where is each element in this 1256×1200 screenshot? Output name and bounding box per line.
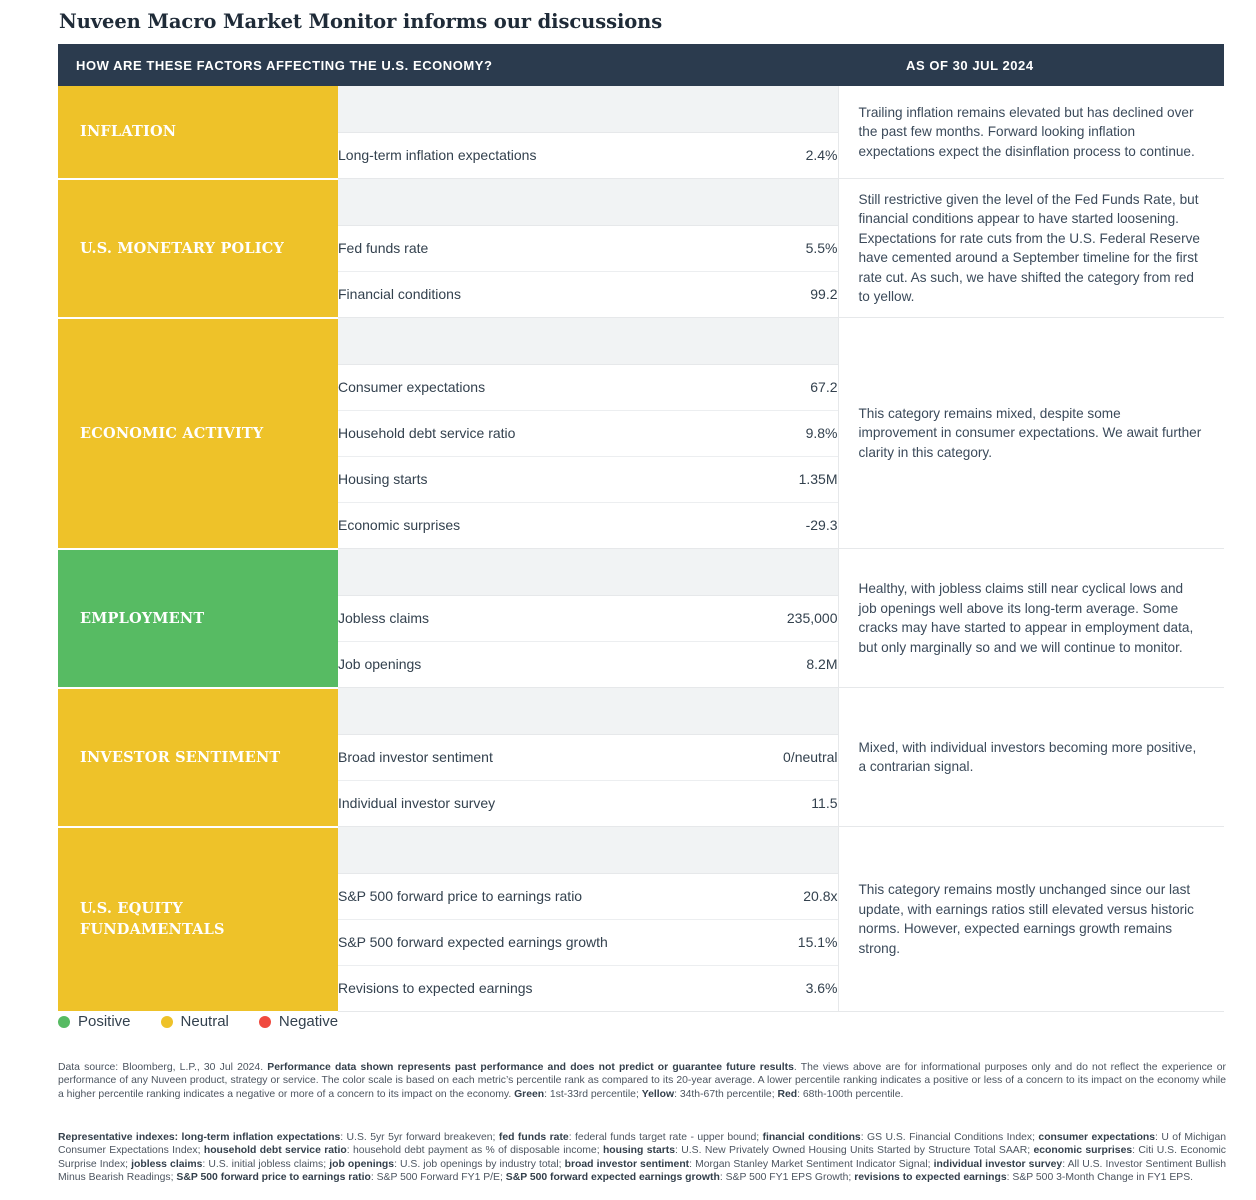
category-commentary: Still restrictive given the level of the Fed Funds Rate, but financial conditions appear to have started loosening. Expectations for rate cuts from the U.S. Federal Reserve have cemented around a September timeline for the first rate cut. As such, we have shifted the category from red to yellow. (838, 179, 1224, 318)
category-label-neutral: INVESTOR SENTIMENT (58, 688, 338, 827)
metric-value: 5.5% (735, 225, 838, 271)
legend-item-neutral (161, 1013, 229, 1030)
metric-value: 235,000 (659, 595, 837, 641)
footnote-indexes-segment: fed funds rate (498, 1132, 569, 1143)
metric-label: Revisions to expected earnings (338, 980, 533, 997)
footnote-indexes-segment: : U.S. initial jobless claims; (202, 1158, 330, 1170)
metric-row (338, 780, 838, 826)
category-commentary: This category remains mixed, despite some improvement in consumer expectations. We await further clarity in this category. (838, 318, 1224, 549)
metric-row (338, 132, 838, 178)
metrics-cell (338, 827, 838, 1012)
metric-row (338, 410, 838, 456)
footnote-indexes-segment: individual investor survey (933, 1158, 1063, 1170)
category-commentary: This category remains mostly unchanged since our last update, with earnings ratios still elevated versus historic norms. However, expected earnings growth remains strong. (838, 827, 1224, 1012)
metric-value: 0/neutral (709, 734, 838, 780)
metric-value: 15.1% (773, 919, 837, 965)
category-commentary: Healthy, with jobless claims still near cyclical lows and job openings well above its long-term average. Some cracks may have started to appear in employment data, but only marginally so and we will continue to monitor. (838, 549, 1224, 688)
legend-label: Neutral (180, 1013, 229, 1030)
category-commentary: Mixed, with individual investors becoming more positive, a contrarian signal. (838, 688, 1224, 827)
category-label-neutral: ECONOMIC ACTIVITY (58, 318, 338, 549)
category-label-positive: EMPLOYMENT (58, 549, 338, 688)
metric-row (338, 225, 838, 271)
footnote-indexes-segment: : Citi U.S. Economic Surprise Index; (58, 1145, 1226, 1170)
metrics-spacer-row (338, 86, 838, 132)
footnote-source-segment: : 1st-33rd percentile; (544, 1088, 642, 1100)
category-label-neutral: INFLATION (58, 86, 338, 179)
footnote-representative-indexes (58, 1131, 1226, 1185)
metric-value: 8.2M (806, 656, 838, 673)
macro-monitor-table (58, 44, 1224, 1013)
legend-item-negative (259, 1013, 338, 1030)
metric-row (338, 641, 838, 687)
footnote-indexes-segment: : U of Michigan Consumer Expectations Index; (58, 1132, 1226, 1157)
footnote-indexes-segment: financial conditions (762, 1132, 861, 1143)
metrics-cell (338, 549, 838, 688)
legend-dot-icon (58, 1016, 70, 1028)
macro-monitor-body (58, 86, 1224, 1012)
legend-label: Positive (78, 1013, 131, 1030)
footnote-source-segment: . The views above are for informational purposes only and do not reflect the experience or performance of any Nuveen product, strategy or service. The color scale is based on each metric’s percentile rank as compared to its 20-year average. A lower percentile ranking indicates a positive or less of a concern to its impact on the economy while a higher percentile ranking indicates a negative or more of a concern to its impact on the economy. (58, 1062, 1226, 1100)
footnote-indexes-segment: consumer expectations (1038, 1132, 1156, 1143)
metric-label: Broad investor sentiment (338, 734, 709, 780)
metric-label: Housing starts (338, 456, 748, 502)
footnote-indexes-segment: S&P 500 forward expected earnings growth (505, 1172, 720, 1184)
metrics-spacer-row (338, 549, 838, 595)
category-row (58, 549, 1224, 688)
metrics-spacer-row (338, 318, 838, 364)
metric-value: 67.2 (748, 364, 838, 410)
footnote-indexes-segment: household debt service ratio (203, 1145, 347, 1157)
metric-row (338, 965, 838, 1011)
metric-value: 11.5 (811, 795, 838, 812)
footnote-indexes-segment: job openings (329, 1158, 395, 1170)
metric-row (338, 919, 838, 965)
legend-dot-icon (259, 1016, 271, 1028)
footnote-indexes-segment: Representative indexes: long-term inflation expectations (58, 1132, 341, 1143)
metric-label: Long-term inflation expectations (338, 147, 537, 164)
header-question: HOW ARE THESE FACTORS AFFECTING THE U.S. ECONOMY? (76, 57, 493, 73)
metric-value: -29.3 (805, 517, 838, 534)
metric-label: S&P 500 forward expected earnings growth (338, 919, 773, 965)
status-color-legend (58, 1013, 338, 1030)
footnote-indexes-segment: housing starts (602, 1145, 676, 1157)
metric-row (338, 502, 838, 548)
category-row (58, 827, 1224, 1012)
footnote-indexes-segment: economic surprises (1033, 1145, 1133, 1157)
footnote-indexes-segment: : U.S. New Privately Owned Housing Units Started by Structure Total SAAR; (675, 1145, 1034, 1157)
footnote-indexes-segment: : All U.S. Investor Sentiment Bullish Minus Bearish Readings; (58, 1158, 1226, 1184)
footnote-indexes-segment: jobless claims (131, 1158, 203, 1170)
category-label-neutral: U.S. EQUITY FUNDAMENTALS (58, 827, 338, 1012)
metrics-spacer-row (338, 179, 838, 225)
footnote-source-segment: Green (514, 1088, 545, 1100)
footnote-indexes-segment: broad investor sentiment (564, 1158, 690, 1170)
metric-label: Job openings (338, 656, 422, 673)
metric-label: Individual investor survey (338, 795, 496, 812)
metrics-cell (338, 688, 838, 827)
footnote-indexes-segment: : household debt payment as % of disposable income; (346, 1145, 603, 1157)
category-row (58, 688, 1224, 827)
metric-row (338, 364, 838, 410)
category-row (58, 86, 1224, 179)
metric-label: Fed funds rate (338, 225, 735, 271)
metric-value: 20.8x (773, 873, 837, 919)
metric-label: Economic surprises (338, 517, 461, 534)
footnote-indexes-segment: : S&P 500 Forward FY1 P/E; (370, 1172, 506, 1184)
metric-row (338, 595, 838, 641)
metric-value: 9.8% (748, 410, 838, 456)
footnote-source-segment: : 34th-67th percentile; (674, 1088, 778, 1100)
metric-label: Household debt service ratio (338, 410, 748, 456)
metric-label: Consumer expectations (338, 364, 748, 410)
metric-label: S&P 500 forward price to earnings ratio (338, 873, 773, 919)
metric-value: 99.2 (810, 286, 838, 303)
metric-value: 2.4% (805, 147, 838, 164)
metric-label: Jobless claims (338, 595, 659, 641)
footnote-source-segment: Red (777, 1088, 798, 1100)
metrics-cell (338, 86, 838, 179)
metric-label: Financial conditions (338, 286, 461, 303)
footnote-indexes-segment: revisions to expected earnings (854, 1172, 1007, 1184)
category-row (58, 318, 1224, 549)
page-title: Nuveen Macro Market Monitor informs our discussions (59, 10, 663, 33)
footnote-indexes-segment: : S&P 500 FY1 EPS Growth; (719, 1172, 855, 1184)
footnote-data-source (58, 1061, 1226, 1101)
footnote-source-segment: Performance data shown represents past performance and does not predict or guarantee future results (267, 1062, 794, 1073)
legend-label: Negative (278, 1013, 339, 1030)
footnote-indexes-segment: : U.S. job openings by industry total; (394, 1158, 565, 1170)
legend-item-positive (58, 1013, 131, 1030)
metric-row (338, 456, 838, 502)
metric-value: 3.6% (805, 980, 838, 997)
footnote-indexes-segment: : U.S. 5yr 5yr forward breakeven; (340, 1132, 499, 1143)
header-as-of-date: AS OF 30 JUL 2024 (906, 57, 1034, 73)
footnote-indexes-segment: : Morgan Stanley Market Sentiment Indicator Signal; (689, 1158, 934, 1170)
category-commentary: Trailing inflation remains elevated but has declined over the past few months. Forward looking inflation expectations expect the disinflation process to continue. (838, 86, 1224, 179)
metrics-cell (338, 179, 838, 318)
metrics-spacer-row (338, 688, 838, 734)
footnote-indexes-segment: : S&P 500 3-Month Change in FY1 EPS. (1006, 1172, 1194, 1184)
metric-row (338, 734, 838, 780)
footnote-indexes-segment: : GS U.S. Financial Conditions Index; (860, 1132, 1039, 1143)
metric-row (338, 873, 838, 919)
metrics-cell (338, 318, 838, 549)
footnote-source-segment: Data source: Bloomberg, L.P., 30 Jul 2024. (58, 1062, 268, 1073)
footnote-source-segment: Yellow (641, 1088, 675, 1100)
legend-dot-icon (161, 1016, 173, 1028)
category-label-neutral: U.S. MONETARY POLICY (58, 179, 338, 318)
metrics-spacer-row (338, 827, 838, 873)
metric-value: 1.35M (748, 456, 838, 502)
footnote-source-segment: : 68th-100th percentile. (797, 1088, 904, 1100)
category-row (58, 179, 1224, 318)
footnote-indexes-segment: S&P 500 forward price to earnings ratio (176, 1172, 371, 1184)
table-header-row (58, 44, 1224, 86)
metric-row (338, 271, 838, 317)
footnote-indexes-segment: : federal funds target rate - upper bound; (568, 1132, 763, 1143)
